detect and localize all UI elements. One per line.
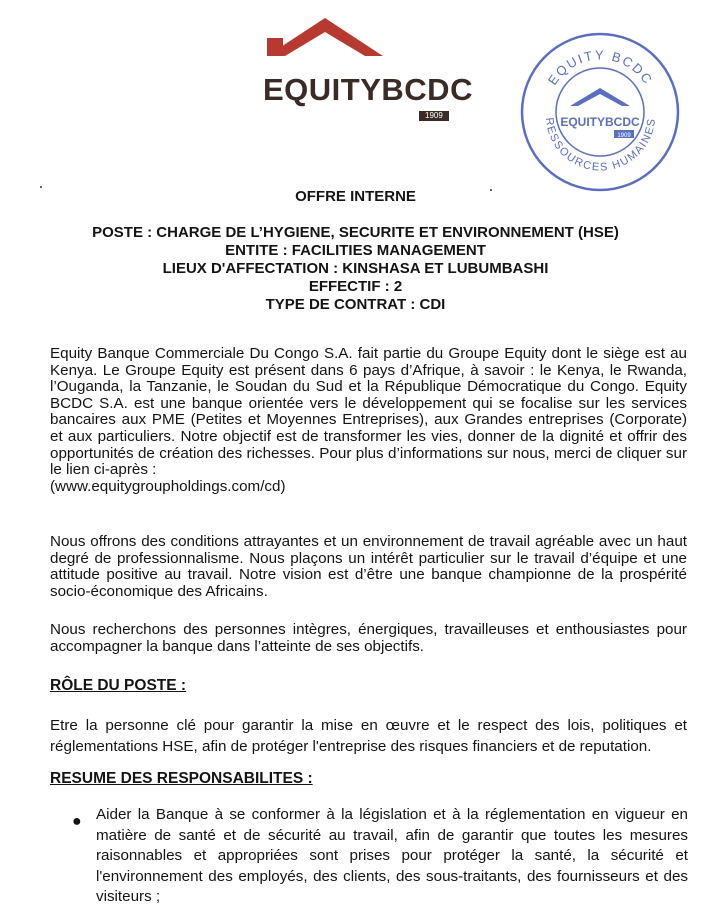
role-heading: RÔLE DU POSTE : <box>50 677 187 694</box>
svg-text:1909: 1909 <box>617 133 631 139</box>
responsibility-item: Aider la Banque à se conformer à la législation et à la réglementation en vigueur en matière de santé et de sécurité au travail, afin de garantir que toutes les mesures raisonnables et appropriées sont prises pour protéger la santé, la sécurité et l'environnement des employés, des clients, des sous-traitants, des fournisseurs et des visiteurs ; <box>96 806 688 905</box>
svg-text:EQUITY BCDC: EQUITY BCDC <box>544 47 657 88</box>
website-link[interactable]: (www.equitygroupholdings.com/cd) <box>50 477 286 495</box>
post-entity: ENTITE : FACILITIES MANAGEMENT <box>225 242 486 259</box>
page-title: OFFRE INTERNE <box>295 188 416 205</box>
svg-text:RESSOURCES HUMAINES: RESSOURCES HUMAINES <box>542 116 659 174</box>
post-details <box>0 224 711 314</box>
post-position: POSTE : CHARGE DE L’HYGIENE, SECURITE ET ENVIRONNEMENT (HSE) <box>92 224 619 241</box>
post-contract-type: TYPE DE CONTRAT : CDI <box>265 296 446 313</box>
stamp-seal-icon <box>518 30 683 195</box>
offer-paragraph: Nous offrons des conditions attrayantes et un environnement de travail agréable avec un haut degré de professionnalisme. Nous plaçons un intérêt particulier sur le travail d’équipe et une attitude positive au travail. Notre vision est d’être une banque championne de la prospérité socio-économique des Africains. <box>50 533 687 600</box>
svg-text:EQUITYBCDC: EQUITYBCDC <box>560 115 640 129</box>
post-locations: LIEUX D'AFFECTATION : KINSHASA ET LUBUMBASHI <box>162 260 549 277</box>
role-text: Etre la personne clé pour garantir la mise en œuvre et le respect des lois, politiques et réglementations HSE, afin de protéger l'entreprise des risques financiers et de reputation. <box>50 717 687 755</box>
bullet-icon: ● <box>72 813 82 830</box>
logo-wordmark: EQUITYBCDC <box>263 72 473 107</box>
logo-year: 1909 <box>419 111 449 121</box>
equity-bcdc-logo <box>255 14 485 120</box>
roof-icon <box>255 14 485 74</box>
responsibilities-heading: RESUME DES RESPONSABILITES : <box>50 770 313 787</box>
intro-paragraph: Equity Banque Commerciale Du Congo S.A. fait partie du Groupe Equity dont le siège est au Kenya. Le Groupe Equity est présent dans 6 pays d’Afrique, à savoir : le Kenya, le Rwanda, l’Ouganda, la Tanzanie, le Soudan du Sud et la République Démocratique du Congo. Equity BCDC S.A. est une banque orientée vers le développement qui se focalise sur les services bancaires aux PME (Petites et Moyennes Entreprises), aux Grandes entreprises (Corporate) et aux particuliers. Notre objectif est de transformer les vies, donner de la dignité et offrir des opportunités de création des richesses. Pour plus d’informations sur nous, merci de cliquer sur le lien ci-après : (www.equitygroupholdings.com/cd) <box>50 345 687 495</box>
post-headcount: EFFECTIF : 2 <box>308 278 403 295</box>
profile-paragraph: Nous recherchons des personnes intègres, énergiques, travailleuses et enthousiastes pour accompagner la banque dans l’atteinte de ses objectifs. <box>50 621 687 655</box>
hr-stamp <box>518 30 683 195</box>
